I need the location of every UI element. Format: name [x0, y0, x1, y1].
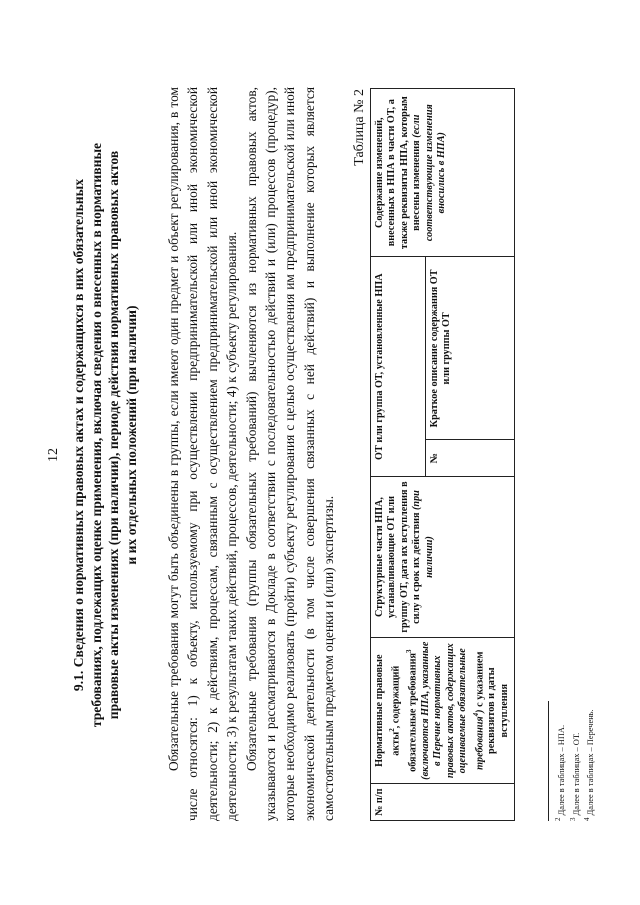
footnote-text: Далее в таблицах – Перечень. [585, 709, 595, 818]
footnote-separator [548, 701, 549, 821]
paragraph: Обязательные требования могут быть объединены в группы, если имеют один предмет и объект регулирования, в том числе относятся: 1) к объекту, используемому при осуществлении предпринимательской или иной экономической деятельности; 2) к действиям, процессам, связанным с осуществлением предпринимательской или иной экономической деятельности; 3) к результатам таких действий, процессов, деятельности; 4) к субъекту регулирования. [166, 87, 240, 821]
footnote-ref: 2 [388, 728, 397, 732]
footnote-number: 4 [583, 817, 592, 821]
table-label: Таблица № 2 [352, 89, 367, 166]
page-number: 12 [46, 448, 61, 462]
header-italic-text: (включаются НПА, указанные в Перечне нормативных правовых актов, содержащих оцениваемые обязательные требования [420, 641, 486, 780]
footnotes [553, 521, 597, 821]
subheader-cell-description: Краткое описание содержания ОТ или группы ОТ [425, 257, 515, 440]
footnote [568, 521, 583, 821]
footnote-ref: 4 [471, 712, 480, 717]
footnote-ref: 3 [405, 649, 414, 654]
header-cell-npa [371, 638, 515, 784]
header-text: Нормативные правовые акты [374, 654, 402, 767]
header-text: Содержание изменений, внесенных в НПА в части ОТ, а также реквизиты НПА, которым внесены изменения [374, 96, 423, 250]
paragraph: Обязательные требования (группы обязательных требований) вычленяются из нормативных правовых актов, указываются и рассматриваются в Докладе в соответствии с последовательностью действий и (или) процессов (процедур), которые необходимо реализовать (пройти) субъекту регулирования с целью осуществления им предпринимательской или иной экономической деятельности (в том числе совершения связанных с ней действий) и выполнение которых является самостоятельным предметом оценки и (или) экспертизы. [243, 87, 337, 821]
body-text [164, 87, 339, 821]
header-text: с указанием реквизитов и даты вступления [474, 651, 510, 754]
header-cell-requirements: ОТ или группа ОТ, установленные НПА [371, 257, 426, 477]
header-cell-structural-parts [371, 476, 515, 637]
subheader-cell-number: № [425, 440, 515, 477]
section-title [70, 115, 140, 755]
header-cell-number: № п/п [371, 784, 515, 821]
footnote-number: 3 [568, 817, 577, 821]
footnote [553, 521, 568, 821]
section-title-line: 9.1. Сведения о нормативных правовых актах и содержащихся в них обязательных [71, 178, 86, 692]
table-2 [370, 88, 515, 821]
header-text: , содержащий обязательные требования [390, 653, 419, 772]
footnote-text: Далее в таблицах – НПА. [556, 724, 566, 818]
header-text: Структурные части НПА, устанавливающие ОТ или группу ОТ, дата их вступления в силу и срок их действия [374, 481, 423, 633]
footnote-number: 2 [554, 817, 562, 821]
footnote [582, 521, 597, 821]
header-italic-text: ) [474, 709, 486, 713]
header-cell-changes [371, 89, 515, 257]
section-title-line: и их отдельных положений (при наличии) [123, 305, 139, 565]
header-italic-text: (при наличии) [411, 490, 435, 578]
footnote-text: Далее в таблицах – ОТ. [571, 732, 581, 818]
section-title-line: правовые акты изменениях (при наличии), периоде действия нормативных правовых актов [106, 150, 122, 720]
table-header-row [371, 89, 426, 821]
section-title-line: требованиях, подлежащих оценке применения, включая сведения о внесенных в нормативные [88, 142, 104, 728]
header-italic-text: (если соответствующие изменения вносились в НПА) [411, 104, 448, 242]
